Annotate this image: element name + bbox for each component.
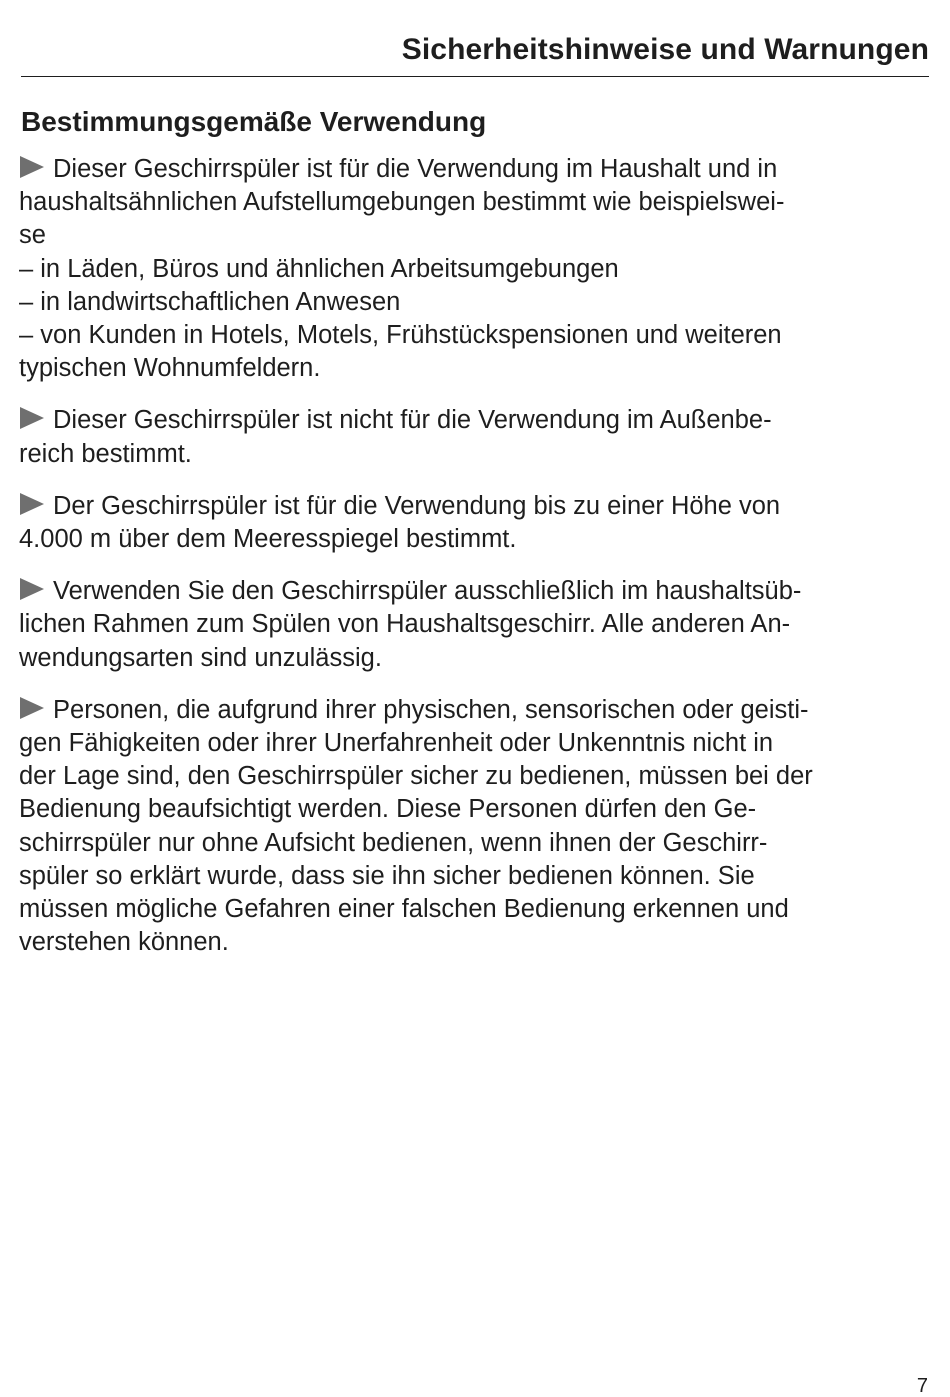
list-item: – in landwirtschaftlichen Anwesen <box>19 287 401 316</box>
section-title: Bestimmungsgemäße Verwendung <box>21 106 487 137</box>
paragraph-line: verstehen können. <box>19 928 229 957</box>
paragraph-line: typischen Wohnumfeldern. <box>19 354 321 383</box>
paragraph-line: müssen mögliche Gefahren einer falschen Bedienung erkennen und <box>19 895 789 924</box>
paragraph-line: wendungsarten sind unzulässig. <box>19 643 382 672</box>
triangle-right-icon <box>19 406 47 430</box>
page-header <box>21 28 929 77</box>
paragraph-line: spüler so erklärt wurde, dass sie ihn sicher bedienen können. Sie <box>19 861 755 890</box>
page-number: 7 <box>916 1375 928 1397</box>
section-content <box>19 153 931 978</box>
list-item: – von Kunden in Hotels, Motels, Frühstückspensionen und weiteren <box>19 321 782 350</box>
paragraph-5 <box>19 694 931 960</box>
paragraph-1 <box>19 153 931 385</box>
paragraph-line: Der Geschirrspüler ist für die Verwendung bis zu einer Höhe von <box>53 491 781 520</box>
paragraph-line: se <box>19 221 46 250</box>
paragraph-line: lichen Rahmen zum Spülen von Haushaltsgeschirr. Alle anderen An- <box>19 610 791 639</box>
triangle-right-icon <box>19 577 47 601</box>
paragraph-2 <box>19 404 931 470</box>
paragraph-line: Dieser Geschirrspüler ist für die Verwendung im Haushalt und in <box>53 155 778 183</box>
paragraph-line: 4.000 m über dem Meeresspiegel bestimmt. <box>19 525 517 554</box>
paragraph-line: Personen, die aufgrund ihrer physischen, sensorischen oder geisti- <box>53 695 809 724</box>
paragraph-line: reich bestimmt. <box>19 439 192 468</box>
paragraph-line: Verwenden Sie den Geschirrspüler ausschließlich im haushaltsüb- <box>53 577 802 606</box>
paragraph-line: gen Fähigkeiten oder ihrer Unerfahrenheit oder Unkenntnis nicht in <box>19 729 774 758</box>
paragraph-line: schirrspüler nur ohne Aufsicht bedienen, wenn ihnen der Geschirr- <box>19 828 768 857</box>
paragraph-4 <box>19 575 931 675</box>
triangle-right-icon <box>19 492 47 516</box>
paragraph-line: der Lage sind, den Geschirrspüler sicher zu bedienen, müssen bei der <box>19 762 813 791</box>
paragraph-3 <box>19 490 931 556</box>
triangle-right-icon <box>19 696 47 720</box>
paragraph-line: Dieser Geschirrspüler ist nicht für die Verwendung im Außenbe- <box>53 406 772 435</box>
paragraph-line: haushaltsähnlichen Aufstellumgebungen bestimmt wie beispielswei- <box>19 188 785 217</box>
list-item: – in Läden, Büros und ähnlichen Arbeitsumgebungen <box>19 254 619 283</box>
triangle-right-icon <box>19 155 47 179</box>
paragraph-line: Bedienung beaufsichtigt werden. Diese Personen dürfen den Ge- <box>19 795 757 824</box>
page-header-title: Sicherheitshinweise und Warnungen <box>401 33 929 66</box>
